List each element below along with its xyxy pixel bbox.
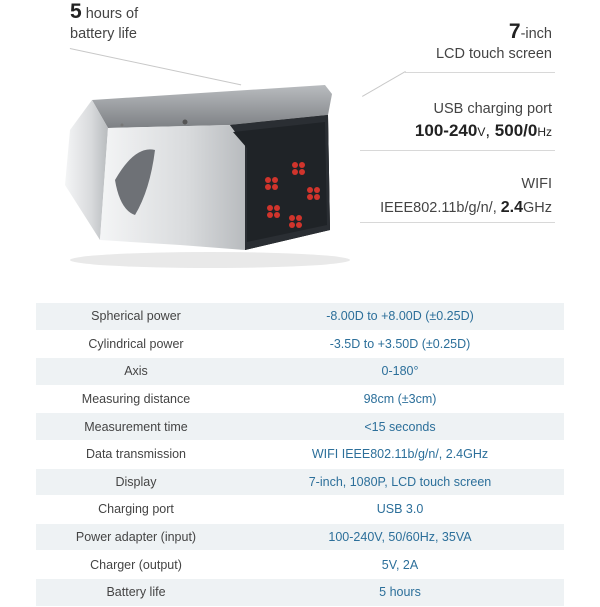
spec-value: 7-inch, 1080P, LCD touch screen bbox=[236, 468, 564, 496]
spec-row bbox=[36, 385, 564, 413]
wifi-band-unit: GHz bbox=[523, 200, 552, 216]
spec-label: Measurement time bbox=[36, 413, 236, 441]
spec-value: 98cm (±3cm) bbox=[236, 385, 564, 413]
voltage-value: 100-240 bbox=[414, 121, 478, 140]
spec-value: 100-240V, 50/60Hz, 35VA bbox=[236, 523, 564, 551]
spec-value: 5 hours bbox=[236, 578, 564, 606]
device-illustration bbox=[40, 70, 360, 270]
wifi-band-value: 2.4 bbox=[500, 199, 523, 216]
spec-row bbox=[36, 496, 564, 524]
spec-row bbox=[36, 330, 564, 358]
voltage-unit: V bbox=[477, 125, 486, 139]
specifications-table bbox=[36, 303, 564, 607]
screen-divider bbox=[405, 72, 555, 73]
spec-label: Battery life bbox=[36, 578, 236, 606]
screen-size-number: 7 bbox=[508, 20, 521, 43]
wifi-divider bbox=[360, 222, 555, 223]
screen-size-suffix: -inch bbox=[520, 26, 552, 42]
spec-row bbox=[36, 358, 564, 386]
spec-label: Spherical power bbox=[36, 303, 236, 330]
spec-value: 5V, 2A bbox=[236, 551, 564, 579]
battery-hours-number: 5 bbox=[70, 0, 82, 23]
spec-row bbox=[36, 551, 564, 579]
spec-value: -3.5D to +3.50D (±0.25D) bbox=[236, 330, 564, 358]
spec-label: Data transmission bbox=[36, 440, 236, 468]
spec-label: Charging port bbox=[36, 496, 236, 524]
spec-label: Measuring distance bbox=[36, 385, 236, 413]
spec-row bbox=[36, 303, 564, 330]
screen-callout bbox=[436, 22, 552, 64]
spec-label: Power adapter (input) bbox=[36, 523, 236, 551]
wifi-standard: IEEE802.11b/g/n/, bbox=[380, 200, 497, 216]
wifi-title: WIFI bbox=[521, 176, 552, 192]
wifi-callout bbox=[380, 172, 552, 220]
spec-label: Axis bbox=[36, 358, 236, 386]
spec-row bbox=[36, 523, 564, 551]
spec-value: -8.00D to +8.00D (±0.25D) bbox=[236, 303, 564, 330]
spec-value: WIFI IEEE802.11b/g/n/, 2.4GHz bbox=[236, 440, 564, 468]
frequency-unit: Hz bbox=[537, 125, 552, 139]
usb-divider bbox=[360, 150, 555, 151]
spec-row bbox=[36, 440, 564, 468]
spec-row bbox=[36, 468, 564, 496]
spec-value: 0-180° bbox=[236, 358, 564, 386]
spec-label: Charger (output) bbox=[36, 551, 236, 579]
battery-hours-text: hours of bbox=[85, 6, 139, 22]
spec-label: Display bbox=[36, 468, 236, 496]
frequency-value: 500/0 bbox=[494, 121, 538, 140]
spec-label: Cylindrical power bbox=[36, 330, 236, 358]
spec-value: USB 3.0 bbox=[236, 496, 564, 524]
spec-row bbox=[36, 413, 564, 441]
battery-life-text: battery life bbox=[70, 26, 137, 42]
screen-leader-line bbox=[362, 71, 406, 97]
battery-callout bbox=[70, 2, 138, 44]
usb-port-text: USB charging port bbox=[433, 101, 552, 117]
spec-row bbox=[36, 578, 564, 606]
usb-callout: USB charging port 100-240V, 500/0Hz bbox=[415, 98, 552, 143]
screen-type-text: LCD touch screen bbox=[435, 46, 552, 62]
spec-value: <15 seconds bbox=[236, 413, 564, 441]
